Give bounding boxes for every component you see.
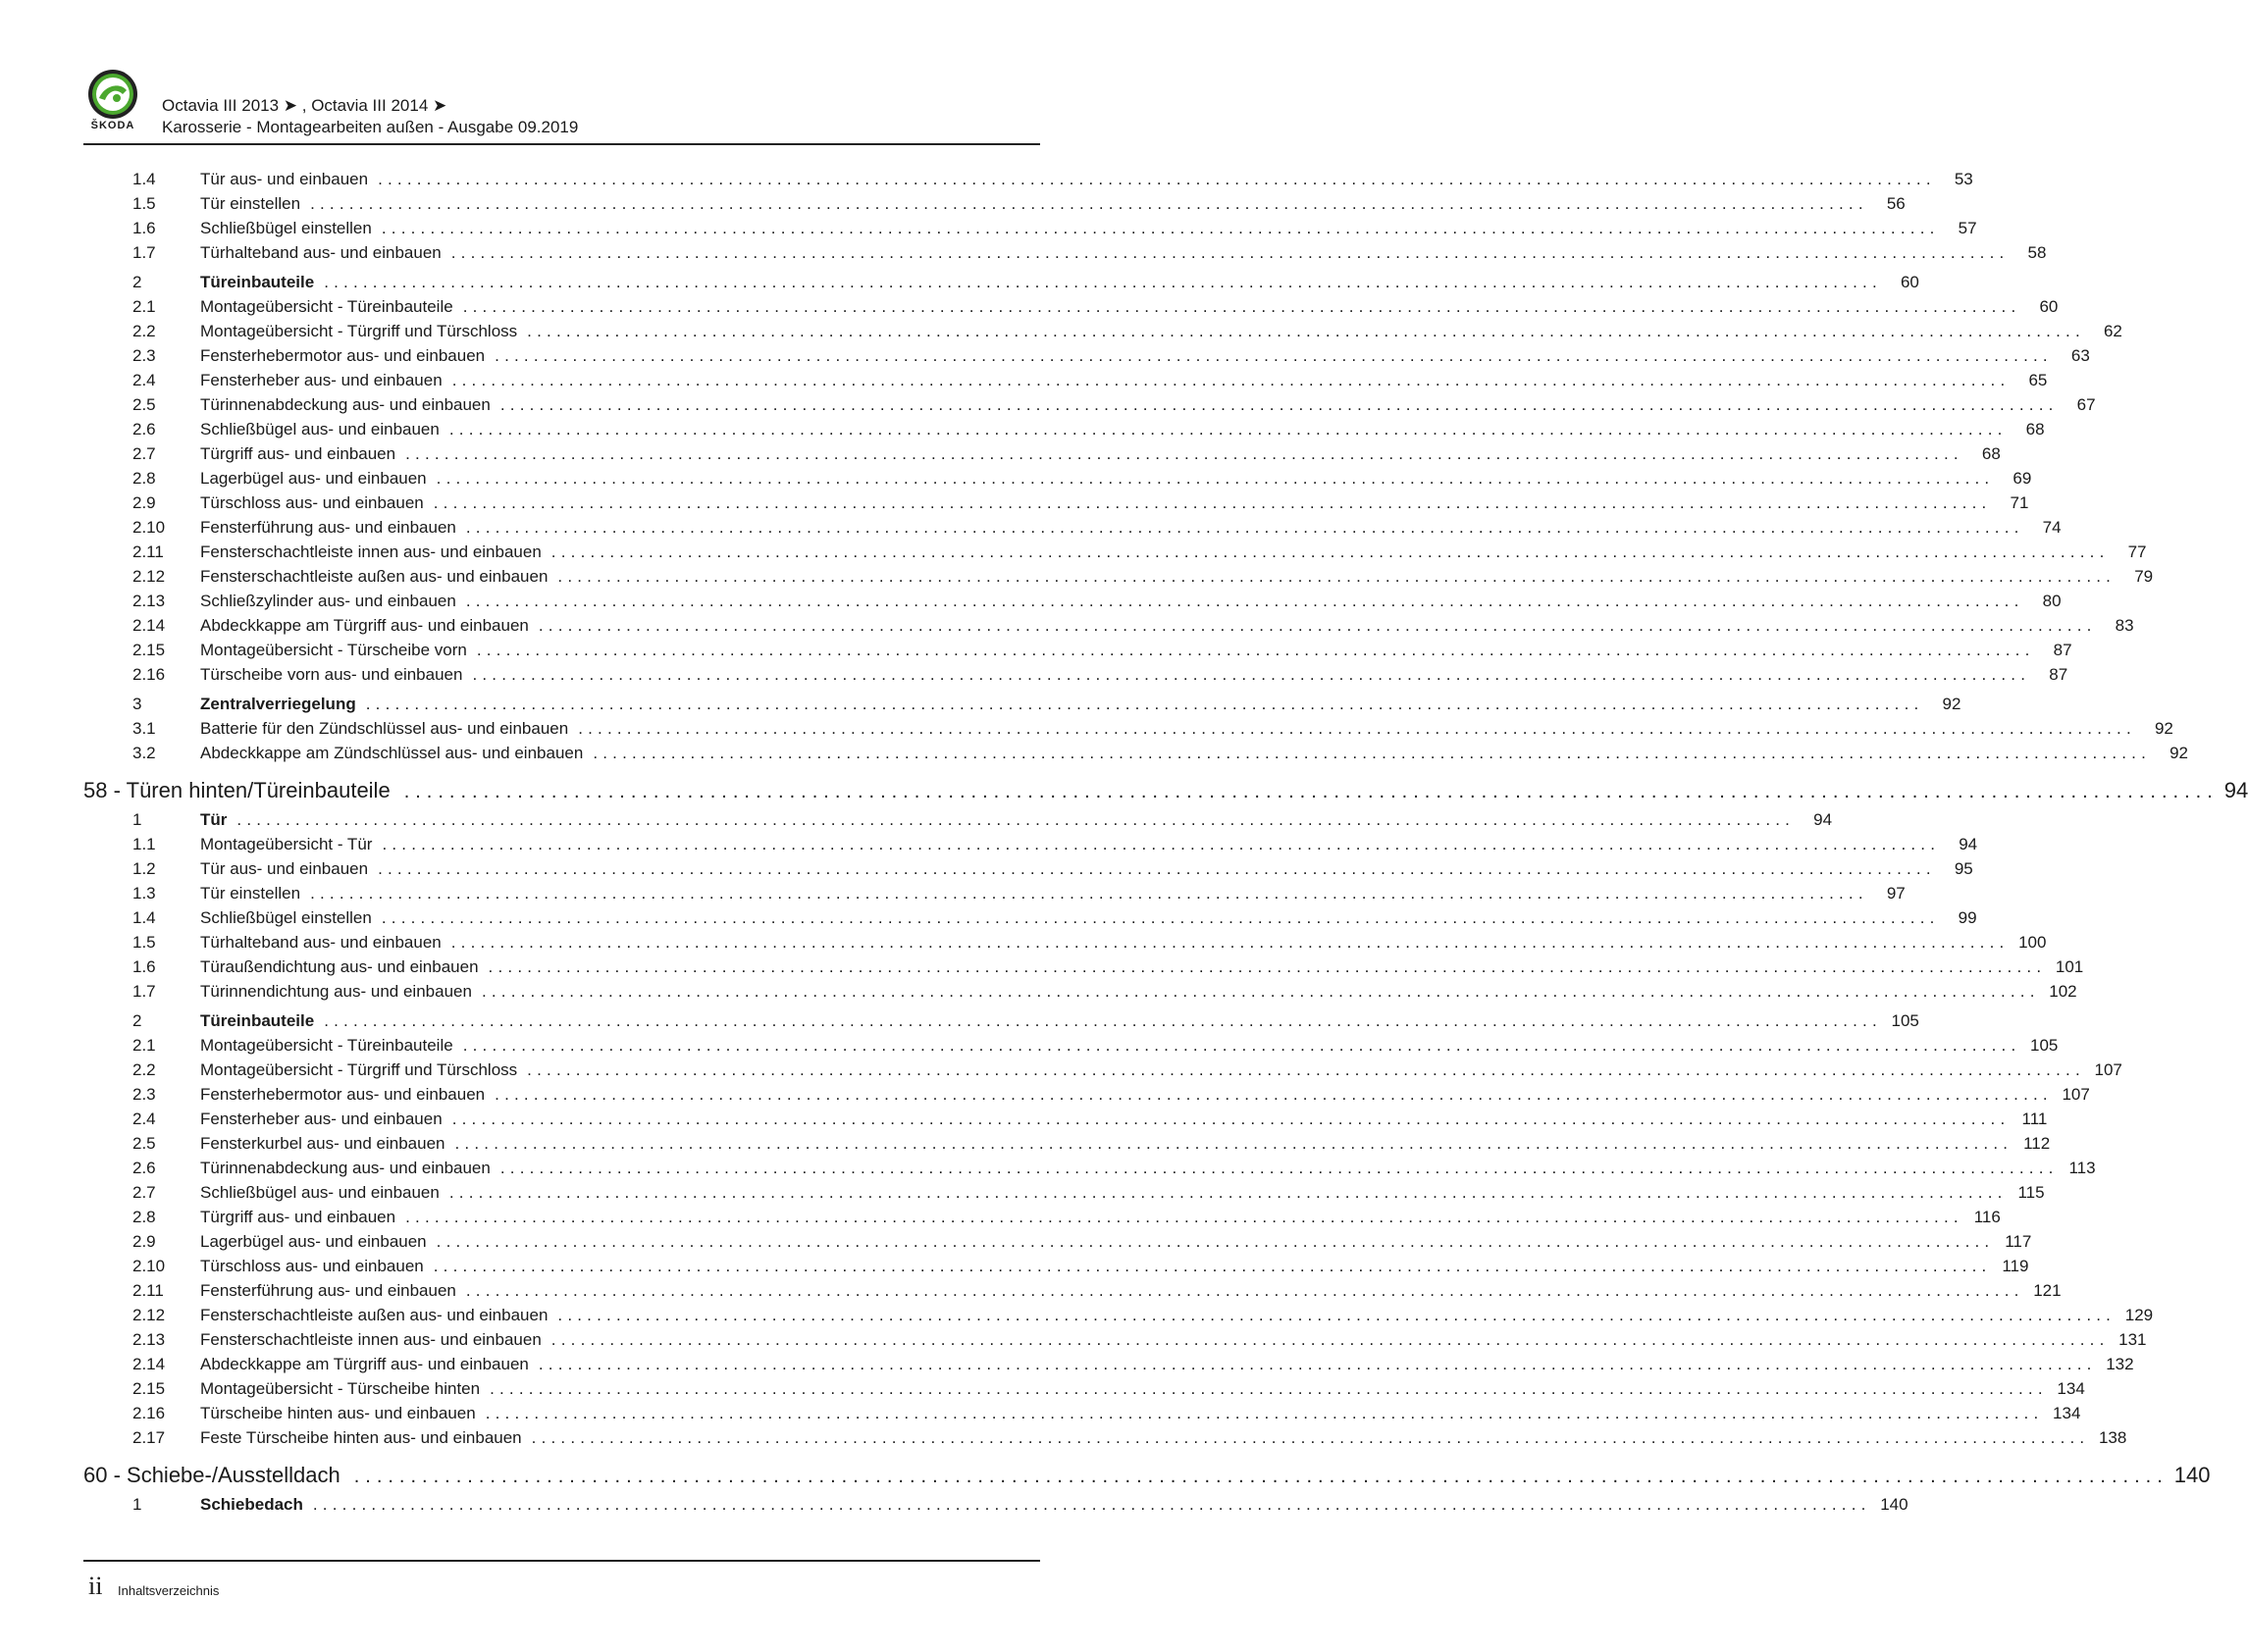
toc-page-number: 140 bbox=[1880, 1495, 1908, 1514]
toc-page-number: 115 bbox=[2017, 1183, 2045, 1202]
toc-page-number: 140 bbox=[2173, 1463, 2211, 1487]
toc-page-number: 97 bbox=[1886, 884, 1906, 903]
toc-number: 2 bbox=[132, 1011, 142, 1030]
toc-entry[interactable] bbox=[83, 165, 1973, 189]
toc-leader-dots: ................................................................................................................................................................ bbox=[538, 1355, 2097, 1373]
toc-entry[interactable] bbox=[83, 489, 2029, 513]
toc-leader-dots: ................................................................................................................................................................ bbox=[324, 273, 1882, 291]
toc-page-number: 92 bbox=[2154, 719, 2173, 738]
toc-number: 1.1 bbox=[132, 835, 156, 853]
toc-label: Montageübersicht - Türscheibe vorn bbox=[200, 641, 467, 659]
toc-label: Fensterschachtleiste außen aus- und einbauen bbox=[200, 567, 549, 586]
toc-entry[interactable] bbox=[83, 513, 2062, 538]
toc-label: Türeinbauteile bbox=[200, 1011, 315, 1030]
toc-number: 2.12 bbox=[132, 1306, 166, 1324]
toc-page-number: 60 bbox=[2039, 297, 2059, 316]
toc-page-number: 131 bbox=[2118, 1330, 2147, 1349]
toc-leader-dots: ................................................................................................................................................................ bbox=[403, 781, 2219, 802]
header-model-line: Octavia III 2013 ➤ , Octavia III 2014 ➤ bbox=[162, 96, 447, 115]
toc-leader-dots: ................................................................................................................................................................ bbox=[476, 641, 2035, 659]
toc-label: Abdeckkappe am Türgriff aus- und einbauen bbox=[200, 616, 529, 635]
toc-entry[interactable] bbox=[83, 611, 2134, 636]
toc-page-number: 63 bbox=[2070, 346, 2090, 365]
toc-label: Abdeckkappe am Zündschlüssel aus- und einbauen bbox=[200, 744, 584, 762]
toc-label: Fensterführung aus- und einbauen bbox=[200, 1281, 456, 1300]
toc-section[interactable] bbox=[83, 690, 1961, 714]
toc-number: 2.13 bbox=[132, 1330, 166, 1349]
toc-entry[interactable] bbox=[83, 830, 1978, 854]
toc-page-number: 107 bbox=[2062, 1085, 2090, 1104]
toc-entry[interactable] bbox=[83, 1227, 2032, 1252]
toc-entry[interactable] bbox=[83, 854, 1973, 879]
toc-label: Lagerbügel aus- und einbauen bbox=[200, 1232, 427, 1251]
toc-entry[interactable] bbox=[83, 587, 2062, 611]
toc-number: 1.5 bbox=[132, 194, 156, 213]
toc-label: Montageübersicht - Tür bbox=[200, 835, 373, 853]
toc-label: Schiebedach bbox=[200, 1495, 303, 1514]
toc-leader-dots: ................................................................................................................................................................ bbox=[436, 469, 1995, 488]
toc-leader-dots: ................................................................................................................................................................ bbox=[490, 1379, 2048, 1398]
toc-label: Türgriff aus- und einbauen bbox=[200, 444, 396, 463]
toc-entry[interactable] bbox=[83, 1105, 2048, 1129]
toc-leader-dots: ................................................................................................................................................................ bbox=[485, 1404, 2044, 1422]
toc-page-number: 65 bbox=[2028, 371, 2048, 389]
toc-leader-dots: ................................................................................................................................................................ bbox=[448, 1183, 2008, 1202]
toc-page-number: 105 bbox=[2030, 1036, 2059, 1055]
toc-page-number: 94 bbox=[2223, 778, 2248, 802]
toc-number: 2.10 bbox=[132, 1257, 166, 1275]
toc-entry[interactable] bbox=[83, 538, 2147, 562]
toc-entry[interactable] bbox=[83, 739, 2189, 763]
toc-page-number: 111 bbox=[2021, 1110, 2048, 1128]
toc-number: 2.7 bbox=[132, 444, 156, 463]
toc-chapter[interactable] bbox=[83, 1458, 2211, 1488]
toc-page-number: 79 bbox=[2134, 567, 2154, 586]
toc-number: 2.12 bbox=[132, 567, 166, 586]
toc-number: 2.2 bbox=[132, 1060, 156, 1079]
toc-leader-dots: ................................................................................................................................................................ bbox=[488, 957, 2047, 976]
toc-number: 2.3 bbox=[132, 346, 156, 365]
toc-label: Fensterschachtleiste außen aus- und einbauen bbox=[200, 1306, 549, 1324]
toc-number: 2.6 bbox=[132, 1159, 156, 1177]
toc-leader-dots: ................................................................................................................................................................ bbox=[472, 665, 2031, 684]
toc-page-number: 117 bbox=[2005, 1232, 2032, 1251]
header-rule bbox=[83, 143, 1040, 145]
toc-leader-dots: ................................................................................................................................................................ bbox=[365, 695, 1924, 713]
toc-number: 2.1 bbox=[132, 1036, 156, 1055]
toc-entry[interactable] bbox=[83, 1080, 2090, 1105]
toc-page-number: 138 bbox=[2098, 1428, 2127, 1447]
toc-number: 2.13 bbox=[132, 592, 166, 610]
toc-label: Tür einstellen bbox=[200, 194, 301, 213]
toc-page-number: 71 bbox=[2010, 493, 2029, 512]
toc-page-number: 77 bbox=[2127, 542, 2147, 561]
toc-number: 2.11 bbox=[132, 542, 164, 561]
toc-page-number: 92 bbox=[2170, 744, 2189, 762]
toc-leader-dots: ................................................................................................................................................................ bbox=[450, 933, 2010, 952]
skoda-logo bbox=[83, 69, 142, 143]
toc-leader-dots: ................................................................................................................................................................ bbox=[405, 444, 1963, 463]
toc-label: Montageübersicht - Türgriff und Türschloss bbox=[200, 1060, 518, 1079]
toc-leader-dots: ................................................................................................................................................................ bbox=[451, 371, 2011, 389]
toc-leader-dots: ................................................................................................................................................................ bbox=[550, 1330, 2110, 1349]
toc-label: Fensterkurbel aus- und einbauen bbox=[200, 1134, 445, 1153]
toc-number: 1.4 bbox=[132, 908, 156, 927]
toc-leader-dots: ................................................................................................................................................................ bbox=[495, 1085, 2053, 1104]
toc-page-number: 95 bbox=[1954, 859, 1973, 878]
toc-number: 2.7 bbox=[132, 1183, 156, 1202]
toc-entry[interactable] bbox=[83, 439, 2001, 464]
toc-leader-dots: ................................................................................................................................................................ bbox=[381, 219, 1940, 237]
toc-page-number: 116 bbox=[1973, 1208, 2001, 1226]
toc-leader-dots: ................................................................................................................................................................ bbox=[433, 1257, 1992, 1275]
toc-page-number: 105 bbox=[1891, 1011, 1919, 1030]
toc-number: 2.17 bbox=[132, 1428, 166, 1447]
toc-label: Fensterheber aus- und einbauen bbox=[200, 371, 443, 389]
toc-number: 1.6 bbox=[132, 219, 156, 237]
toc-number: 1.4 bbox=[132, 170, 156, 188]
toc-number: 2.4 bbox=[132, 1110, 156, 1128]
toc-page-number: 101 bbox=[2055, 957, 2084, 976]
toc-label: Türschloss aus- und einbauen bbox=[200, 493, 424, 512]
toc-label: Fensterführung aus- und einbauen bbox=[200, 518, 456, 537]
toc-number: 2.9 bbox=[132, 1232, 156, 1251]
toc-number: 2.4 bbox=[132, 371, 156, 389]
brand-wordmark: ŠKODA bbox=[90, 120, 135, 131]
toc-leader-dots: ................................................................................................................................................................ bbox=[405, 1208, 1963, 1226]
footer-rule bbox=[83, 1560, 1040, 1562]
toc-number: 2.10 bbox=[132, 518, 166, 537]
toc-chapter-label: 60 - Schiebe-/Ausstelldach bbox=[83, 1463, 340, 1487]
toc-leader-dots: ................................................................................................................................................................ bbox=[454, 1134, 2013, 1153]
toc-entry[interactable] bbox=[83, 953, 2084, 977]
toc-page-number: 69 bbox=[2013, 469, 2032, 488]
toc-number: 2.5 bbox=[132, 395, 156, 414]
toc-label: Fensterhebermotor aus- und einbauen bbox=[200, 1085, 486, 1104]
toc-page-number: 94 bbox=[1959, 835, 1978, 853]
toc-number: 1.7 bbox=[132, 982, 156, 1001]
toc-number: 1.5 bbox=[132, 933, 156, 952]
toc-entry[interactable] bbox=[83, 1399, 2081, 1423]
toc-label: Türaußendichtung aus- und einbauen bbox=[200, 957, 479, 976]
toc-leader-dots: ................................................................................................................................................................ bbox=[236, 810, 1796, 829]
toc-leader-dots: ................................................................................................................................................................ bbox=[462, 1036, 2021, 1055]
toc-label: Fensterhebermotor aus- und einbauen bbox=[200, 346, 486, 365]
toc-leader-dots: ................................................................................................................................................................ bbox=[310, 194, 1868, 213]
toc-label: Schließbügel einstellen bbox=[200, 219, 372, 237]
toc-entry[interactable] bbox=[83, 1031, 2059, 1056]
toc-entry[interactable] bbox=[83, 879, 1906, 903]
toc-label: Schließzylinder aus- und einbauen bbox=[200, 592, 456, 610]
toc-leader-dots: ................................................................................................................................................................ bbox=[324, 1011, 1882, 1030]
toc-number: 2.9 bbox=[132, 493, 156, 512]
toc-entry[interactable] bbox=[83, 1252, 2029, 1276]
toc-label: Türinnenabdeckung aus- und einbauen bbox=[200, 1159, 491, 1177]
toc-leader-dots: ................................................................................................................................................................ bbox=[451, 1110, 2011, 1128]
toc-entry[interactable] bbox=[83, 1350, 2134, 1374]
toc-page-number: 80 bbox=[2042, 592, 2062, 610]
toc-number: 2.3 bbox=[132, 1085, 156, 1104]
toc-leader-dots: ................................................................................................................................................................ bbox=[538, 616, 2097, 635]
toc-label: Batterie für den Zündschlüssel aus- und einbauen bbox=[200, 719, 569, 738]
toc-label: Tür aus- und einbauen bbox=[200, 170, 369, 188]
toc-label: Montageübersicht - Türgriff und Türschloss bbox=[200, 322, 518, 340]
toc-page-number: 99 bbox=[1958, 908, 1977, 927]
toc-number: 2.2 bbox=[132, 322, 156, 340]
toc-entry[interactable] bbox=[83, 1325, 2147, 1350]
toc-number: 2.14 bbox=[132, 616, 166, 635]
toc-entry[interactable] bbox=[83, 390, 2096, 415]
toc-leader-dots: ................................................................................................................................................................ bbox=[433, 493, 1992, 512]
toc-section[interactable] bbox=[83, 268, 1919, 292]
toc-leader-dots: ................................................................................................................................................................ bbox=[382, 835, 1941, 853]
toc-number: 2.11 bbox=[132, 1281, 164, 1300]
toc-page-number: 102 bbox=[2049, 982, 2077, 1001]
toc-entry[interactable] bbox=[83, 1276, 2062, 1301]
toc-leader-dots: ................................................................................................................................................................ bbox=[465, 592, 2024, 610]
toc-leader-dots: ................................................................................................................................................................ bbox=[353, 1466, 2169, 1487]
toc-page-number: 107 bbox=[2094, 1060, 2122, 1079]
toc-entry[interactable] bbox=[83, 660, 2068, 685]
toc-page-number: 94 bbox=[1813, 810, 1833, 829]
toc-entry[interactable] bbox=[83, 1056, 2122, 1080]
toc-page-number: 121 bbox=[2033, 1281, 2062, 1300]
toc-leader-dots: ................................................................................................................................................................ bbox=[495, 346, 2053, 365]
toc-leader-dots: ................................................................................................................................................................ bbox=[378, 859, 1936, 878]
toc-label: Türeinbauteile bbox=[200, 273, 315, 291]
toc-leader-dots: ................................................................................................................................................................ bbox=[481, 982, 2040, 1001]
toc-leader-dots: ................................................................................................................................................................ bbox=[531, 1428, 2090, 1447]
toc-section[interactable] bbox=[83, 805, 1833, 830]
toc-chapter-label: 58 - Türen hinten/Türeinbauteile bbox=[83, 778, 391, 802]
header-subtitle: Karosserie - Montagearbeiten außen - Ausgabe 09.2019 bbox=[162, 118, 579, 136]
toc-page-number: 87 bbox=[2053, 641, 2072, 659]
toc-label: Fensterschachtleiste innen aus- und einbauen bbox=[200, 542, 542, 561]
toc-entry[interactable] bbox=[83, 1154, 2096, 1178]
toc-page-number: 68 bbox=[2025, 420, 2045, 439]
toc-page-number: 134 bbox=[2053, 1404, 2081, 1422]
toc-entry[interactable] bbox=[83, 714, 2173, 739]
toc-page-number: 53 bbox=[1954, 170, 1973, 188]
page-footer bbox=[83, 1570, 1040, 1609]
toc-number: 1 bbox=[132, 1495, 142, 1514]
toc-entry[interactable] bbox=[83, 238, 2047, 263]
toc-label: Türgriff aus- und einbauen bbox=[200, 1208, 396, 1226]
toc-number: 2.15 bbox=[132, 1379, 166, 1398]
toc-number: 1 bbox=[132, 810, 142, 829]
toc-entry[interactable] bbox=[83, 292, 2059, 317]
toc-entry[interactable] bbox=[83, 366, 2048, 390]
toc-leader-dots: ................................................................................................................................................................ bbox=[378, 170, 1936, 188]
toc-page-number: 112 bbox=[2023, 1134, 2051, 1153]
toc-number: 1.7 bbox=[132, 243, 156, 262]
toc-label: Schließbügel aus- und einbauen bbox=[200, 420, 440, 439]
toc-number: 2.14 bbox=[132, 1355, 166, 1373]
toc-label: Tür aus- und einbauen bbox=[200, 859, 369, 878]
toc-page-number: 58 bbox=[2027, 243, 2047, 262]
toc-number: 3 bbox=[132, 695, 142, 713]
toc-entry[interactable] bbox=[83, 1301, 2154, 1325]
page-number-roman: ii bbox=[88, 1572, 103, 1600]
toc-entry[interactable] bbox=[83, 189, 1906, 214]
toc-leader-dots: ................................................................................................................................................................ bbox=[550, 542, 2110, 561]
toc-entry[interactable] bbox=[83, 1178, 2045, 1203]
toc-number: 2.1 bbox=[132, 297, 156, 316]
toc-label: Tür einstellen bbox=[200, 884, 301, 903]
toc-number: 1.3 bbox=[132, 884, 156, 903]
toc-page-number: 83 bbox=[2115, 616, 2134, 635]
toc-label: Türscheibe hinten aus- und einbauen bbox=[200, 1404, 476, 1422]
toc-number: 1.6 bbox=[132, 957, 156, 976]
toc-number: 2.8 bbox=[132, 1208, 156, 1226]
toc-entry[interactable] bbox=[83, 317, 2122, 341]
toc-number: 2.6 bbox=[132, 420, 156, 439]
toc-entry[interactable] bbox=[83, 1203, 2001, 1227]
toc-number: 2 bbox=[132, 273, 142, 291]
toc-entry[interactable] bbox=[83, 464, 2032, 489]
toc-label: Schließbügel aus- und einbauen bbox=[200, 1183, 440, 1202]
toc-leader-dots: ................................................................................................................................................................ bbox=[448, 420, 2008, 439]
toc-page-number: 132 bbox=[2106, 1355, 2134, 1373]
footer-label: Inhaltsverzeichnis bbox=[118, 1583, 220, 1598]
toc-label: Türscheibe vorn aus- und einbauen bbox=[200, 665, 463, 684]
table-of-contents bbox=[83, 165, 2248, 1515]
toc-page-number: 129 bbox=[2124, 1306, 2154, 1324]
toc-label: Türschloss aus- und einbauen bbox=[200, 1257, 424, 1275]
toc-label: Montageübersicht - Türeinbauteile bbox=[200, 297, 453, 316]
toc-number: 1.2 bbox=[132, 859, 156, 878]
toc-number: 2.16 bbox=[132, 1404, 166, 1422]
toc-entry[interactable] bbox=[83, 903, 1977, 928]
toc-leader-dots: ................................................................................................................................................................ bbox=[450, 243, 2010, 262]
toc-label: Türinnenabdeckung aus- und einbauen bbox=[200, 395, 491, 414]
toc-number: 2.15 bbox=[132, 641, 166, 659]
toc-entry[interactable] bbox=[83, 1374, 2085, 1399]
toc-page-number: 74 bbox=[2042, 518, 2062, 537]
toc-label: Abdeckkappe am Türgriff aus- und einbauen bbox=[200, 1355, 529, 1373]
toc-label: Türhalteband aus- und einbauen bbox=[200, 933, 442, 952]
toc-label: Montageübersicht - Türscheibe hinten bbox=[200, 1379, 481, 1398]
toc-page-number: 67 bbox=[2076, 395, 2096, 414]
toc-label: Fensterheber aus- und einbauen bbox=[200, 1110, 443, 1128]
toc-number: 2.8 bbox=[132, 469, 156, 488]
toc-label: Türhalteband aus- und einbauen bbox=[200, 243, 442, 262]
toc-leader-dots: ................................................................................................................................................................ bbox=[557, 1306, 2117, 1324]
toc-page-number: 113 bbox=[2068, 1159, 2096, 1177]
toc-leader-dots: ................................................................................................................................................................ bbox=[499, 1159, 2059, 1177]
toc-number: 3.1 bbox=[132, 719, 156, 738]
toc-leader-dots: ................................................................................................................................................................ bbox=[578, 719, 2136, 738]
toc-page-number: 60 bbox=[1900, 273, 1919, 291]
toc-leader-dots: ................................................................................................................................................................ bbox=[310, 884, 1868, 903]
page-header bbox=[83, 69, 1040, 143]
toc-entry[interactable] bbox=[83, 636, 2072, 660]
toc-leader-dots: ................................................................................................................................................................ bbox=[462, 297, 2021, 316]
toc-label: Zentralverriegelung bbox=[200, 695, 356, 713]
toc-label: Tür bbox=[200, 810, 228, 829]
toc-entry[interactable] bbox=[83, 1423, 2127, 1448]
toc-page-number: 57 bbox=[1958, 219, 1977, 237]
toc-page-number: 92 bbox=[1942, 695, 1961, 713]
toc-entry[interactable] bbox=[83, 977, 2077, 1002]
toc-page-number: 56 bbox=[1886, 194, 1906, 213]
toc-leader-dots: ................................................................................................................................................................ bbox=[527, 322, 2085, 340]
toc-label: Feste Türscheibe hinten aus- und einbauen bbox=[200, 1428, 522, 1447]
toc-entry[interactable] bbox=[83, 341, 2090, 366]
toc-number: 3.2 bbox=[132, 744, 156, 762]
toc-label: Lagerbügel aus- und einbauen bbox=[200, 469, 427, 488]
toc-entry[interactable] bbox=[83, 214, 1977, 238]
toc-page-number: 134 bbox=[2057, 1379, 2085, 1398]
toc-section[interactable] bbox=[83, 1007, 1919, 1031]
toc-page-number: 100 bbox=[2018, 933, 2047, 952]
toc-chapter[interactable] bbox=[83, 773, 2248, 803]
toc-leader-dots: ................................................................................................................................................................ bbox=[499, 395, 2059, 414]
toc-page-number: 62 bbox=[2103, 322, 2122, 340]
toc-page-number: 68 bbox=[1981, 444, 2001, 463]
toc-entry[interactable] bbox=[83, 1129, 2051, 1154]
toc-label: Schließbügel einstellen bbox=[200, 908, 372, 927]
toc-entry[interactable] bbox=[83, 928, 2047, 953]
toc-leader-dots: ................................................................................................................................................................ bbox=[436, 1232, 1995, 1251]
toc-label: Türinnendichtung aus- und einbauen bbox=[200, 982, 472, 1001]
toc-label: Montageübersicht - Türeinbauteile bbox=[200, 1036, 453, 1055]
toc-page-number: 87 bbox=[2049, 665, 2068, 684]
toc-leader-dots: ................................................................................................................................................................ bbox=[312, 1495, 1871, 1514]
toc-number: 2.16 bbox=[132, 665, 166, 684]
toc-number: 2.5 bbox=[132, 1134, 156, 1153]
toc-entry[interactable] bbox=[83, 562, 2154, 587]
toc-leader-dots: ................................................................................................................................................................ bbox=[465, 1281, 2024, 1300]
toc-leader-dots: ................................................................................................................................................................ bbox=[593, 744, 2152, 762]
toc-page-number: 119 bbox=[2002, 1257, 2029, 1275]
toc-leader-dots: ................................................................................................................................................................ bbox=[557, 567, 2117, 586]
toc-entry[interactable] bbox=[83, 415, 2045, 439]
toc-leader-dots: ................................................................................................................................................................ bbox=[527, 1060, 2085, 1079]
toc-leader-dots: ................................................................................................................................................................ bbox=[465, 518, 2024, 537]
toc-section[interactable] bbox=[83, 1490, 1908, 1515]
toc-label: Fensterschachtleiste innen aus- und einbauen bbox=[200, 1330, 542, 1349]
toc-leader-dots: ................................................................................................................................................................ bbox=[381, 908, 1940, 927]
